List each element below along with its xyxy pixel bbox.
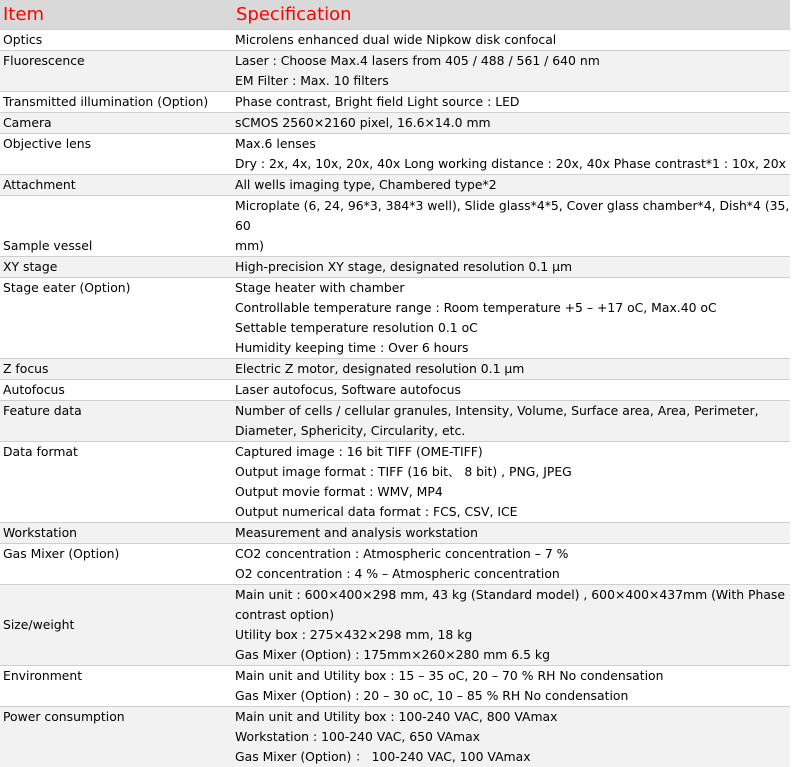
specification-line: High-precision XY stage, designated resolution 0.1 µm	[235, 257, 790, 277]
table-header-row	[0, 0, 790, 30]
specification-line: Gas Mixer (Option) : 175mm×260×280 mm 6.5 kg	[235, 645, 790, 665]
row-item-label: Workstation	[0, 523, 232, 544]
table-row	[0, 359, 790, 380]
specification-line: EM Filter : Max. 10 filters	[235, 71, 790, 91]
specification-line: Captured image : 16 bit TIFF (OME-TIFF)	[235, 442, 790, 462]
row-specification	[232, 30, 790, 51]
row-specification	[232, 544, 790, 585]
row-specification	[232, 585, 790, 666]
specification-line: Microplate (6, 24, 96*3, 384*3 well), Slide glass*4*5, Cover glass chamber*4, Dish*4 (35, 60	[235, 196, 790, 236]
row-item-label: Gas Mixer (Option)	[0, 544, 232, 585]
table-row	[0, 134, 790, 175]
table-row	[0, 92, 790, 113]
row-item-label: Environment	[0, 666, 232, 707]
table-row	[0, 707, 790, 767]
table-row	[0, 380, 790, 401]
specification-line: Controllable temperature range : Room temperature +5 – +17 oC, Max.40 oC	[235, 298, 790, 318]
row-item-label: Feature data	[0, 401, 232, 442]
row-specification	[232, 92, 790, 113]
row-specification	[232, 707, 790, 767]
row-item-label: Z focus	[0, 359, 232, 380]
table-row	[0, 442, 790, 523]
row-item-label: Stage eater (Option)	[0, 278, 232, 359]
specification-line: Measurement and analysis workstation	[235, 523, 790, 543]
specification-line: Number of cells / cellular granules, Intensity, Volume, Surface area, Area, Perimeter,	[235, 401, 790, 421]
table-row	[0, 51, 790, 92]
specification-line: Output numerical data format : FCS, CSV, ICE	[235, 502, 790, 522]
row-item-label: Autofocus	[0, 380, 232, 401]
row-specification	[232, 380, 790, 401]
table-row	[0, 30, 790, 51]
specification-line: Output movie format : WMV, MP4	[235, 482, 790, 502]
specification-line: Dry : 2x, 4x, 10x, 20x, 40x Long working distance : 20x, 40x Phase contrast*1 : 10x, 20x	[235, 154, 790, 174]
row-item-label: Data format	[0, 442, 232, 523]
specification-line: mm)	[235, 236, 790, 256]
table-row	[0, 666, 790, 707]
header-specification: Specification	[232, 0, 790, 30]
row-specification	[232, 666, 790, 707]
specification-line: Main unit : 600×400×298 mm, 43 kg (Standard model) , 600×400×437mm (With Phase	[235, 585, 790, 605]
table-row	[0, 175, 790, 196]
specification-line: Utility box : 275×432×298 mm, 18 kg	[235, 625, 790, 645]
specification-line: Settable temperature resolution 0.1 oC	[235, 318, 790, 338]
specification-line: Gas Mixer (Option) : 20 – 30 oC, 10 – 85 % RH No condensation	[235, 686, 790, 706]
row-item-label: Attachment	[0, 175, 232, 196]
header-item: Item	[0, 0, 232, 30]
specification-line: O2 concentration : 4 % – Atmospheric concentration	[235, 564, 790, 584]
table-row	[0, 523, 790, 544]
row-specification	[232, 196, 790, 257]
specification-line: Laser : Choose Max.4 lasers from 405 / 488 / 561 / 640 nm	[235, 51, 790, 71]
specification-line: Max.6 lenses	[235, 134, 790, 154]
row-specification	[232, 51, 790, 92]
row-specification	[232, 278, 790, 359]
row-item-label: Transmitted illumination (Option)	[0, 92, 232, 113]
specification-line: Electric Z motor, designated resolution 0.1 µm	[235, 359, 790, 379]
table-row	[0, 196, 790, 257]
specification-line: sCMOS 2560×2160 pixel, 16.6×14.0 mm	[235, 113, 790, 133]
row-item-label: Sample vessel	[0, 196, 232, 257]
row-specification	[232, 113, 790, 134]
table-row	[0, 278, 790, 359]
row-item-label: Power consumption	[0, 707, 232, 767]
table-row	[0, 401, 790, 442]
table-row	[0, 585, 790, 666]
table-row	[0, 113, 790, 134]
row-item-label: Size/weight	[0, 585, 232, 666]
specification-line: Laser autofocus, Software autofocus	[235, 380, 790, 400]
specification-line: Gas Mixer (Option) ： 100-240 VAC, 100 VAmax	[235, 747, 790, 767]
spec-rows	[0, 30, 790, 767]
specification-line: Workstation : 100-240 VAC, 650 VAmax	[235, 727, 790, 747]
specification-line: Diameter, Sphericity, Circularity, etc.	[235, 421, 790, 441]
specification-line: Main unit and Utility box : 100-240 VAC, 800 VAmax	[235, 707, 790, 727]
specification-line: Humidity keeping time : Over 6 hours	[235, 338, 790, 358]
row-item-label: Fluorescence	[0, 51, 232, 92]
specification-line: Main unit and Utility box : 15 – 35 oC, 20 – 70 % RH No condensation	[235, 666, 790, 686]
row-specification	[232, 175, 790, 196]
table-row	[0, 544, 790, 585]
row-specification	[232, 257, 790, 278]
row-specification	[232, 134, 790, 175]
specification-line: contrast option)	[235, 605, 790, 625]
specification-line: Phase contrast, Bright field Light source : LED	[235, 92, 790, 112]
row-item-label: Camera	[0, 113, 232, 134]
table-row	[0, 257, 790, 278]
row-item-label: Optics	[0, 30, 232, 51]
row-specification	[232, 401, 790, 442]
specification-line: CO2 concentration : Atmospheric concentration – 7 %	[235, 544, 790, 564]
specification-line: All wells imaging type, Chambered type*2	[235, 175, 790, 195]
specification-line: Stage heater with chamber	[235, 278, 790, 298]
specification-line: Output image format : TIFF (16 bit、 8 bit) , PNG, JPEG	[235, 462, 790, 482]
row-specification	[232, 442, 790, 523]
row-specification	[232, 523, 790, 544]
row-item-label: XY stage	[0, 257, 232, 278]
specification-line: Microlens enhanced dual wide Nipkow disk confocal	[235, 30, 790, 50]
row-specification	[232, 359, 790, 380]
row-item-label: Objective lens	[0, 134, 232, 175]
